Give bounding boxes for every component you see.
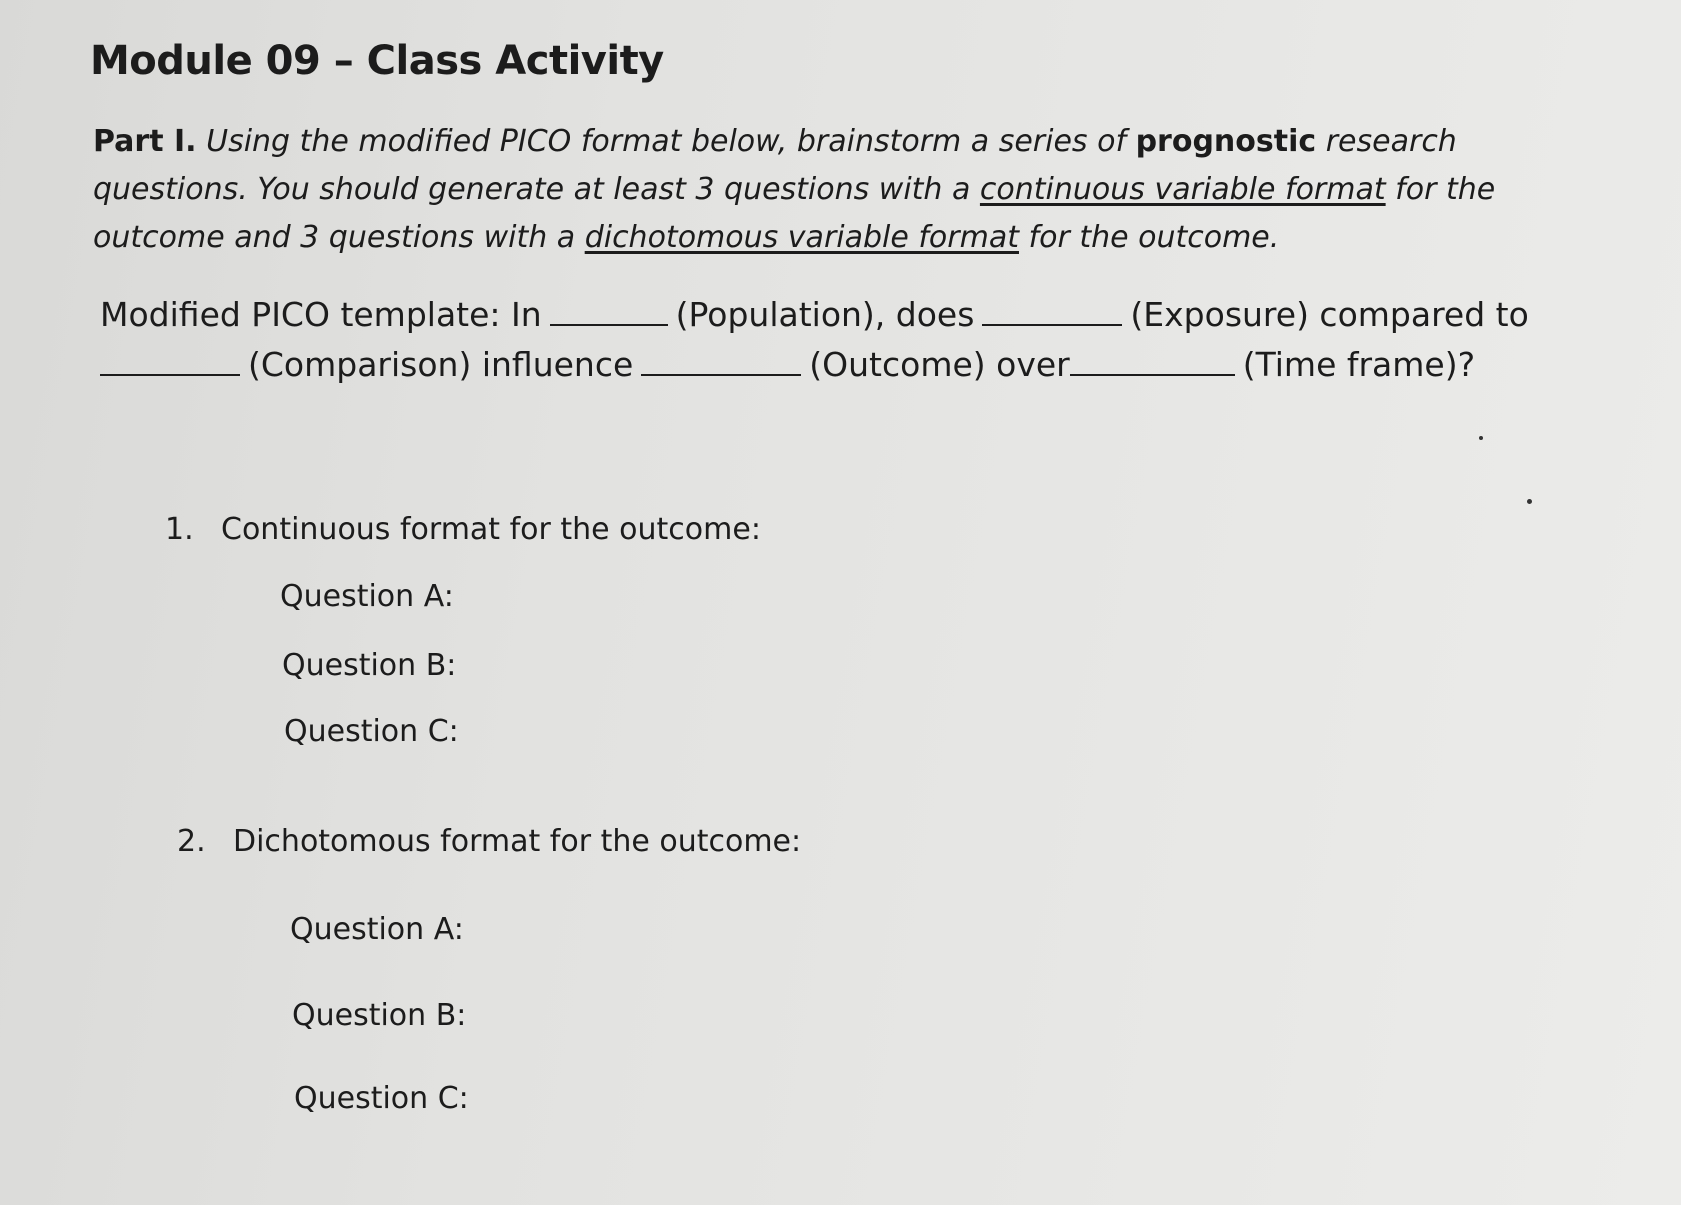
template-prefix: Modified PICO template: In [100, 295, 542, 334]
prognostic-emphasis: prognostic [1135, 124, 1317, 159]
instruction-text-b: research questions. You should generate at least 3 questions with a [93, 124, 1457, 207]
exposure-label: (Exposure) compared to [1130, 295, 1529, 334]
section-continuous-heading [165, 512, 761, 547]
dichotomous-question-a: Question A: [290, 912, 464, 947]
section-dichotomous-heading [177, 824, 801, 859]
outcome-label: (Outcome) over [809, 345, 1070, 384]
paper-speck [1527, 499, 1532, 504]
dichotomous-question-b: Question B: [292, 998, 467, 1033]
page-title: Module 09 – Class Activity [90, 38, 664, 84]
continuous-question-b: Question B: [282, 648, 457, 683]
section-number: 2. [177, 824, 206, 859]
continuous-question-a: Question A: [280, 579, 454, 614]
continuous-question-c: Question C: [284, 714, 459, 749]
comparison-blank [100, 340, 240, 376]
outcome-blank [641, 340, 801, 376]
continuous-format-underline: continuous variable format [979, 172, 1386, 207]
instruction-text-d: for the outcome. [1028, 220, 1280, 255]
section-heading-text: Dichotomous format for the outcome: [233, 824, 802, 859]
dichotomous-format-underline: dichotomous variable format [584, 220, 1019, 255]
paper-speck [1479, 436, 1483, 440]
time-frame-label: (Time frame)? [1242, 345, 1476, 384]
dichotomous-question-c: Question C: [294, 1081, 469, 1116]
exposure-blank [982, 290, 1122, 326]
part-label: Part I. [93, 124, 197, 159]
pico-template [100, 290, 1580, 390]
instruction-text-c: for the outcome and 3 questions with a [93, 172, 1496, 255]
instruction-text-a: Using the modified PICO format below, brainstorm a series of [206, 124, 1127, 159]
population-label: (Population), does [675, 295, 975, 334]
comparison-label: (Comparison) influence [248, 345, 634, 384]
time-frame-blank [1070, 340, 1235, 376]
section-number: 1. [165, 512, 194, 547]
part-one-instructions [93, 118, 1593, 262]
population-blank [550, 290, 668, 326]
section-heading-text: Continuous format for the outcome: [221, 512, 761, 547]
